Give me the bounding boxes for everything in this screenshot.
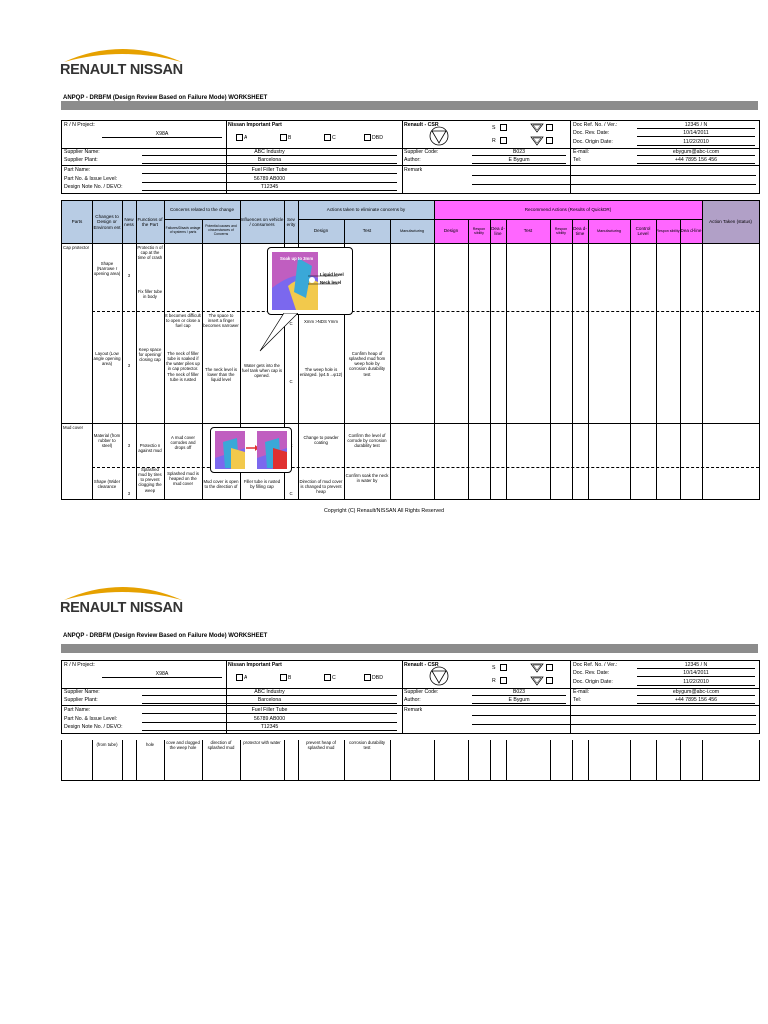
design-direction: Direction of mud cover is changed to prevent heap xyxy=(299,479,343,495)
csr-triangle-icon xyxy=(428,126,450,146)
sev-2: C xyxy=(289,379,293,384)
design-weep: The weep hole is enlarged. (φ4.5→φ12) xyxy=(299,367,343,378)
nip-option-c-2[interactable]: C xyxy=(324,674,336,681)
design-note-value: T12345 xyxy=(142,184,397,191)
col-action-taken: Action Taken (status) xyxy=(702,201,759,243)
doc-origin-value: 11/22/2010 xyxy=(637,139,755,146)
tel-value-2: +44 7895 156 456 xyxy=(637,697,755,704)
newness-2: 3 xyxy=(127,363,131,368)
part-no-value-2: 56789 AB000 xyxy=(142,716,397,723)
doc-ref-value: 12345 / N xyxy=(637,122,755,129)
supplier-code-label: Supplier Code: xyxy=(404,149,439,155)
drbfm-table-continued xyxy=(61,740,760,781)
cause-space: The space to insert a finger becomes narrower xyxy=(203,313,239,329)
s-triangle-icon-2 xyxy=(530,663,544,673)
col-design: Design xyxy=(298,219,344,243)
func-splashed: Splashed mud by tires to prevent clogging the weep xyxy=(138,467,162,493)
drbfm-table xyxy=(61,200,760,500)
nip-label-2: Nissan Important Part xyxy=(228,662,282,668)
email-value: ebygum@abc-i.com xyxy=(637,149,755,156)
s-triangle-icon xyxy=(530,123,544,133)
nip-option-c[interactable]: C xyxy=(324,134,336,141)
newness-4: 3 xyxy=(127,491,131,496)
col-r-resp2: Respon sibility xyxy=(550,219,572,243)
sev-4: C xyxy=(289,491,293,496)
logo-arc-icon xyxy=(62,42,184,64)
doc-origin-value-2: 11/22/2010 xyxy=(637,679,755,686)
s-triangle-box[interactable] xyxy=(546,124,554,131)
col-influences: Influences on vehicle / consumers xyxy=(240,201,284,243)
nip-option-b[interactable]: B xyxy=(280,134,291,141)
nip-option-a[interactable]: A xyxy=(236,134,247,141)
author-value: E Bygum xyxy=(472,157,566,164)
design-note-value-2: T12345 xyxy=(142,724,397,731)
remark-line-2 xyxy=(472,184,756,185)
csr-option-s[interactable]: S xyxy=(492,124,508,131)
col-r-dead3: Dea d-line xyxy=(680,219,702,243)
cont-from-tube: (from tube) xyxy=(96,742,118,747)
csr-option-r-2[interactable]: R xyxy=(492,677,508,684)
liquid-level-label: Liquid level xyxy=(320,272,344,277)
tel-label-2: Tel: xyxy=(573,697,582,703)
logo-text-2: RENAULT NISSAN xyxy=(60,600,183,616)
supplier-code-label-2: Supplier Code: xyxy=(404,689,439,695)
col-functions: Functions of the Part xyxy=(136,201,164,243)
part-name-value: Fuel Filler Tube xyxy=(142,167,397,174)
renault-csr-label-2: Renault - CSR xyxy=(404,662,439,668)
col-r-manufacturing: Manufacturing xyxy=(588,219,630,243)
doc-origin-label: Doc. Origin Date: xyxy=(573,139,613,145)
doc-rev-value-2: 10/14/2011 xyxy=(637,670,755,677)
supplier-plant-value: Barcelona xyxy=(142,157,397,164)
worksheet-page-2 xyxy=(0,560,768,800)
project-value: X98A xyxy=(102,131,222,138)
tel-value: +44 7895 156 456 xyxy=(637,157,755,164)
doc-rev-label-2: Doc. Rev. Date: xyxy=(573,670,610,676)
worksheet-title: ANPQP - DRBFM (Design Review Based on Failure Mode) WORKSHEET xyxy=(63,95,268,101)
fail-difficult: It becomes difficult to open or close a fuel cap xyxy=(165,313,201,329)
renault-nissan-logo xyxy=(60,42,190,82)
col-control-level: Control Level xyxy=(630,219,656,243)
col-r-resp1: Respon sibility xyxy=(468,219,490,243)
remark-label-2: Remark xyxy=(404,707,423,713)
copyright-1: Copyright (C) Renault/NISSAN All Rights Reserved xyxy=(323,508,445,514)
neck-level-callout xyxy=(267,247,353,315)
header-block xyxy=(61,120,760,194)
supplier-name-value-2: ABC Industry xyxy=(142,689,397,696)
doc-rev-label: Doc. Rev. Date: xyxy=(573,130,610,136)
col-failures: Failures/Disadv antage of systems / parts xyxy=(164,219,202,243)
mud-cover-label: Mud cover xyxy=(63,425,84,430)
cont-hole: hole xyxy=(145,742,155,747)
col-newness: New ness xyxy=(122,201,136,243)
email-label: E-mail: xyxy=(573,149,590,155)
logo-arc-icon-2 xyxy=(62,580,184,602)
design-powder: Change to powder coating xyxy=(303,435,339,446)
supplier-plant-value-2: Barcelona xyxy=(142,697,397,704)
supplier-code-value: B023 xyxy=(472,149,566,156)
cont-corrosion: corrosion durability test xyxy=(348,740,386,751)
title-divider-bar xyxy=(61,101,758,110)
influence-rusted: Filler tube is rusted by filling cap xyxy=(243,479,281,490)
col-causes: Potential causes and circumstances of Concerns xyxy=(202,219,240,243)
renault-nissan-logo-2 xyxy=(60,580,190,620)
fail-heaped: Splashed mud is heaped on the mud cover xyxy=(167,471,199,487)
col-concerns-group: Concerns related to the change xyxy=(164,201,240,219)
cause-neck: The neck level is lower than the liquid level xyxy=(204,367,237,383)
csr-option-r[interactable]: R xyxy=(492,137,508,144)
nip-label: Nissan Important Part xyxy=(228,122,282,128)
neck-level-label: Neck level xyxy=(320,280,342,285)
design-note-label: Design Note No. / DEVO: xyxy=(64,184,123,190)
design-1: Xmm >NDS Ymm xyxy=(304,319,338,324)
r-triangle-box[interactable] xyxy=(546,137,554,144)
author-value-2: E Bygum xyxy=(472,697,566,704)
supplier-plant-label-2: Supplier Plant: xyxy=(64,697,98,703)
logo-text: RENAULT NISSAN xyxy=(60,62,183,78)
supplier-name-value: ABC Industry xyxy=(142,149,397,156)
r-triangle-icon xyxy=(530,136,544,146)
csr-triangle-icon-2 xyxy=(428,666,450,686)
nip-option-a-2[interactable]: A xyxy=(236,674,247,681)
supplier-code-value-2: B023 xyxy=(472,689,566,696)
remark-line-2a xyxy=(472,715,756,716)
project-label-2: R / N Project: xyxy=(64,662,95,668)
col-changes: Changes to Design or Environm ent xyxy=(92,201,122,243)
callout-pointer-icon xyxy=(258,313,298,353)
col-r-resp3: Respon sibility xyxy=(656,219,680,243)
soak-label: Soak up to 3mm xyxy=(280,256,314,261)
doc-origin-label-2: Doc. Origin Date: xyxy=(573,679,613,685)
author-label: Author: xyxy=(404,157,421,163)
tel-label: Tel: xyxy=(573,157,582,163)
nip-option-b-2[interactable]: B xyxy=(280,674,291,681)
shape-narrow: Shape (Narrowe r opening area) xyxy=(93,261,121,277)
fail-neck: The neck of filler tube is soaked if the water piles up in cap protector. The neck of filler tube is rusted xyxy=(166,351,200,382)
func-keep: Keep space for opening/ closing cap xyxy=(138,347,162,363)
cont-direction: direction of splashed mud xyxy=(207,740,235,751)
influence-water: Water gets into the fuel tank when cap is opened. xyxy=(241,363,283,379)
func-fix: Fix filler tube in body xyxy=(137,289,163,300)
material: Material (from rubber to steel) xyxy=(93,433,121,449)
remark-line-2b xyxy=(472,724,756,725)
author-label-2: Author: xyxy=(404,697,421,703)
doc-ref-label: Doc Ref. No. / Ver.: xyxy=(573,122,618,128)
r-triangle-icon-2 xyxy=(530,676,544,686)
part-no-label-2: Part No. & Issue Level: xyxy=(64,716,118,722)
project-value-2: X98A xyxy=(102,671,222,678)
layout: Layout (Low angle opening area) xyxy=(93,351,121,367)
cont-prevent-heap: prevent heap of splashed mud xyxy=(306,740,336,751)
part-name-value-2: Fuel Filler Tube xyxy=(142,707,397,714)
col-test: Test xyxy=(344,219,390,243)
mud-cover-diagram xyxy=(211,428,291,472)
cont-protector: protector with water xyxy=(243,740,281,745)
cause-open: Mud cover is open to the direction of xyxy=(203,479,239,490)
test-level: Confirm the level of corrode by corrosion durability test xyxy=(347,433,387,449)
doc-ref-label-2: Doc Ref. No. / Ver.: xyxy=(573,662,618,668)
test-soak: Confirm soak the neck in water by xyxy=(345,473,389,484)
fail-corrodes: A mud cover corrodes and drops off xyxy=(170,435,196,451)
col-r-design: Design xyxy=(434,219,468,243)
remark-label: Remark xyxy=(404,167,423,173)
nip-option-dbd[interactable]: DBD xyxy=(364,134,383,141)
col-recommend-group: Recommend Actions (Results of QuickDR) xyxy=(434,201,702,219)
doc-ref-value-2: 12345 / N xyxy=(637,662,755,669)
func-protection: Protectio n of cap at the time of crash xyxy=(137,245,163,261)
col-actions-group: Actions taken to eliminate concerns by xyxy=(298,201,434,219)
design-note-label-2: Design Note No. / DEVO: xyxy=(64,724,123,730)
part-name-label: Part Name: xyxy=(64,167,91,173)
col-parts: Parts xyxy=(62,201,92,243)
col-r-test: Test xyxy=(506,219,550,243)
email-label-2: E-mail: xyxy=(573,689,590,695)
cap-protector-label: Cap protector xyxy=(63,245,90,250)
remark-line-1 xyxy=(472,175,756,176)
part-name-label-2: Part Name: xyxy=(64,707,91,713)
csr-option-s-2[interactable]: S xyxy=(492,664,508,671)
supplier-plant-label: Supplier Plant: xyxy=(64,157,98,163)
project-label: R / N Project: xyxy=(64,122,95,128)
test-confirm: Confirm heap of splashed mud from weep hole by corrosion durability test xyxy=(348,351,386,377)
func-protect-mud: Protectio n against mud xyxy=(138,443,162,454)
header-block-2 xyxy=(61,660,760,734)
col-severity: Sev erity xyxy=(284,201,298,243)
part-no-label: Part No. & Issue Level: xyxy=(64,176,118,182)
email-value-2: ebygum@abc-i.com xyxy=(637,689,755,696)
part-no-value: 56789 AB000 xyxy=(142,176,397,183)
supplier-name-label-2: Supplier Name: xyxy=(64,689,100,695)
renault-csr-label: Renault - CSR xyxy=(404,122,439,128)
shape-wider: Shape (Wider clearance xyxy=(93,479,121,490)
sev-1: C xyxy=(289,321,293,326)
cont-clogged: cove and clogged the weep hole xyxy=(166,740,200,751)
col-manufacturing: Manufacturing xyxy=(390,219,434,243)
supplier-name-label: Supplier Name: xyxy=(64,149,100,155)
col-r-dead2: Dea d-time xyxy=(572,219,588,243)
title-divider-bar-2 xyxy=(61,644,758,653)
col-r-dead1: Dea d-line xyxy=(490,219,506,243)
nip-option-dbd-2[interactable]: DBD xyxy=(364,674,383,681)
worksheet-title-2: ANPQP - DRBFM (Design Review Based on Failure Mode) WORKSHEET xyxy=(63,633,268,639)
doc-rev-value: 10/14/2011 xyxy=(637,130,755,137)
newness-1: 3 xyxy=(127,273,131,278)
r-triangle-box-2[interactable] xyxy=(546,677,554,684)
newness-3: 3 xyxy=(127,443,131,448)
mud-cover-callout xyxy=(210,427,292,473)
s-triangle-box-2[interactable] xyxy=(546,664,554,671)
